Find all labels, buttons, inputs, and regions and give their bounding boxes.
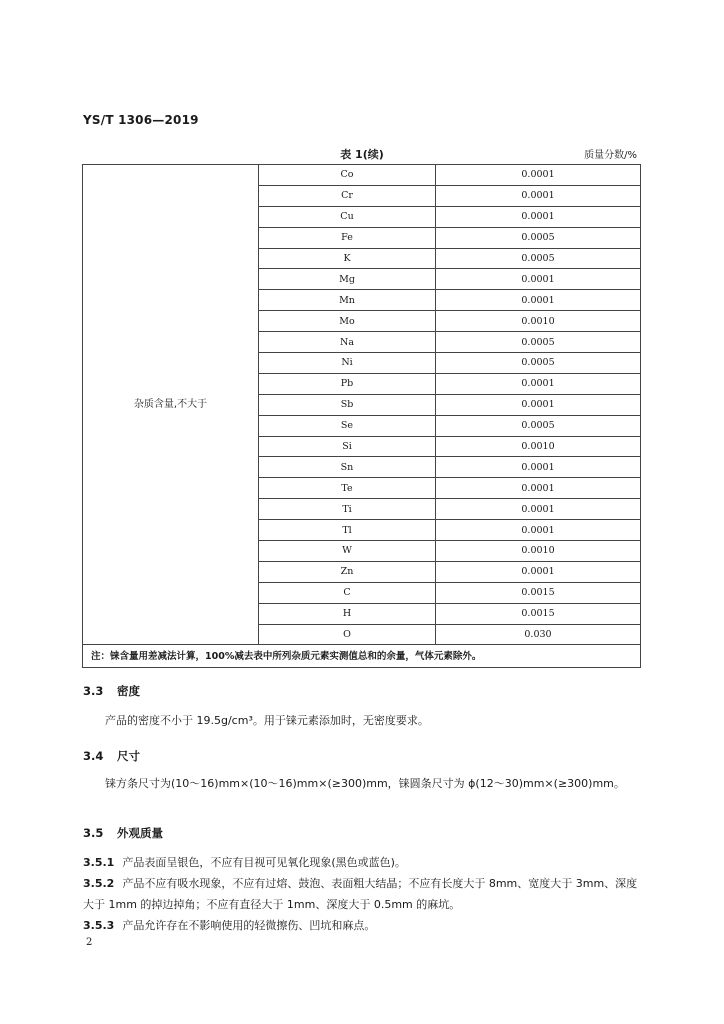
value-cell: 0.0001 bbox=[436, 520, 641, 541]
section-number: 3.5 bbox=[83, 826, 104, 840]
value-cell: 0.0015 bbox=[436, 603, 641, 624]
page-number: 2 bbox=[86, 937, 93, 948]
element-cell: Cu bbox=[259, 206, 436, 227]
element-cell: Mn bbox=[259, 290, 436, 311]
element-cell: Fe bbox=[259, 227, 436, 248]
element-cell: Na bbox=[259, 332, 436, 353]
element-cell: O bbox=[259, 624, 436, 645]
section-title: 密度 bbox=[117, 684, 140, 698]
clause-text: 产品不应有吸水现象，不应有过熔、鼓泡、表面粗大结晶；不应有长度大于 8mm、宽度大于 3mm、深度大于 1mm 的掉边掉角；不应有直径大于 1mm、深度大于 0.5mm 的麻坑。 bbox=[83, 877, 638, 911]
element-cell: W bbox=[259, 541, 436, 562]
value-cell: 0.0001 bbox=[436, 499, 641, 520]
value-cell: 0.0001 bbox=[436, 457, 641, 478]
appearance-item bbox=[83, 873, 639, 915]
value-cell: 0.0010 bbox=[436, 311, 641, 332]
element-cell: Se bbox=[259, 415, 436, 436]
table-note-row bbox=[83, 645, 641, 668]
element-cell: Mg bbox=[259, 269, 436, 290]
element-cell: C bbox=[259, 582, 436, 603]
category-cell: 杂质含量,不大于 bbox=[83, 165, 259, 645]
value-cell: 0.0001 bbox=[436, 269, 641, 290]
value-cell: 0.0005 bbox=[436, 353, 641, 374]
value-cell: 0.0001 bbox=[436, 478, 641, 499]
value-cell: 0.0001 bbox=[436, 373, 641, 394]
value-cell: 0.030 bbox=[436, 624, 641, 645]
section-title: 外观质量 bbox=[117, 826, 163, 840]
appearance-item bbox=[83, 852, 639, 873]
density-paragraph: 产品的密度不小于 19.5g/cm³。用于铼元素添加时，无密度要求。 bbox=[105, 714, 429, 727]
clause-number: 3.5.2 bbox=[83, 877, 115, 890]
value-cell: 0.0001 bbox=[436, 165, 641, 186]
element-cell: Tl bbox=[259, 520, 436, 541]
element-cell: Co bbox=[259, 165, 436, 186]
clause-number: 3.5.1 bbox=[83, 856, 115, 869]
section-title: 尺寸 bbox=[117, 749, 140, 763]
section-appearance-heading bbox=[83, 825, 163, 841]
element-cell: Ti bbox=[259, 499, 436, 520]
size-paragraph: 铼方条尺寸为(10～16)mm×(10～16)mm×(≥300)mm，铼圆条尺寸为 ϕ(12～30)mm×(≥300)mm。 bbox=[105, 777, 625, 790]
table-unit: 质量分数/% bbox=[584, 150, 637, 161]
clause-number: 3.5.3 bbox=[83, 919, 115, 932]
element-cell: K bbox=[259, 248, 436, 269]
value-cell: 0.0005 bbox=[436, 332, 641, 353]
element-cell: Cr bbox=[259, 185, 436, 206]
value-cell: 0.0001 bbox=[436, 290, 641, 311]
value-cell: 0.0001 bbox=[436, 561, 641, 582]
section-number: 3.3 bbox=[83, 684, 104, 698]
value-cell: 0.0010 bbox=[436, 436, 641, 457]
clause-text: 产品允许存在不影响使用的轻微擦伤、凹坑和麻点。 bbox=[122, 919, 376, 932]
appearance-item bbox=[83, 915, 639, 936]
value-cell: 0.0005 bbox=[436, 248, 641, 269]
element-cell: Mo bbox=[259, 311, 436, 332]
element-cell: H bbox=[259, 603, 436, 624]
element-cell: Pb bbox=[259, 373, 436, 394]
element-cell: Ni bbox=[259, 353, 436, 374]
value-cell: 0.0005 bbox=[436, 415, 641, 436]
clause-text: 产品表面呈银色，不应有目视可见氧化现象(黑色或蓝色)。 bbox=[122, 856, 406, 869]
element-cell: Sn bbox=[259, 457, 436, 478]
value-cell: 0.0001 bbox=[436, 185, 641, 206]
element-cell: Zn bbox=[259, 561, 436, 582]
element-cell: Te bbox=[259, 478, 436, 499]
section-size-heading bbox=[83, 748, 140, 764]
section-number: 3.4 bbox=[83, 749, 104, 763]
element-cell: Si bbox=[259, 436, 436, 457]
element-cell: Sb bbox=[259, 394, 436, 415]
value-cell: 0.0015 bbox=[436, 582, 641, 603]
section-density-heading bbox=[83, 683, 140, 699]
table-row bbox=[83, 165, 641, 186]
value-cell: 0.0005 bbox=[436, 227, 641, 248]
standard-code: YS/T 1306—2019 bbox=[83, 113, 199, 127]
impurity-table bbox=[82, 164, 641, 668]
value-cell: 0.0010 bbox=[436, 541, 641, 562]
table-caption: 表 1(续) bbox=[340, 148, 384, 161]
value-cell: 0.0001 bbox=[436, 206, 641, 227]
value-cell: 0.0001 bbox=[436, 394, 641, 415]
table-note: 注：铼含量用差减法计算，100%减去表中所列杂质元素实测值总和的余量，气体元素除外。 bbox=[83, 645, 641, 668]
